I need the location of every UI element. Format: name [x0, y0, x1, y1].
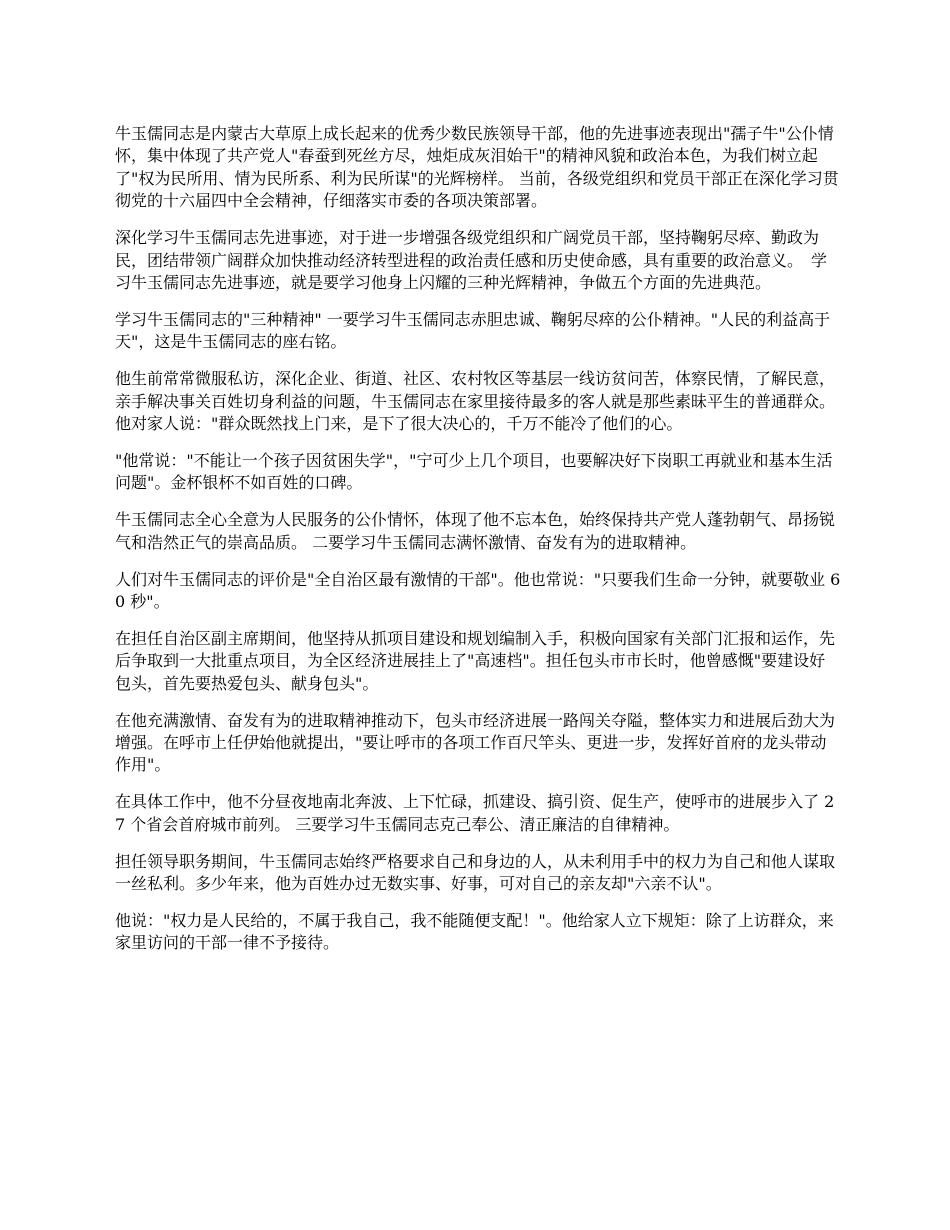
paragraph-3: 学习牛玉儒同志的"三种精神" 一要学习牛玉儒同志赤胆忠诚、鞠躬尽瘁的公仆精神。"人民的利益高于天"，这是牛玉儒同志的座右铭。: [115, 309, 831, 352]
paragraph-2: 深化学习牛玉儒同志先进事迹，对于进一步增强各级党组织和广阔党员干部，坚持鞠躬尽瘁、勤政为民，团结带领广阔群众加快推动经济转型进程的政治责任感和历史使命感，具有重要的政治意义。 学习牛玉儒同志先进事迹，就是要学习他身上闪耀的三种光辉精神，争做五个方面的先进典范。: [115, 228, 828, 292]
paragraph-9: 在他充满激情、奋发有为的进取精神推动下，包头市经济进展一路闯关夺隘，整体实力和进展后劲大为增强。在呼市上任伊始他就提出，"要让呼市的各项工作百尺竿头、更进一步，发挥好首府的龙头带动作用"。: [115, 710, 836, 775]
paragraph-11: 担任领导职务期间，牛玉儒同志始终严格要求自己和身边的人，从未利用手中的权力为自己和他人谋取一丝私利。多少年来，他为百姓办过无数实事、好事，可对自己的亲友却"六亲不认"。: [115, 851, 836, 893]
paragraph-1: 牛玉儒同志是内蒙古大草原上成长起来的优秀少数民族领导干部，他的先进事迹表现出"孺子牛"公仆情怀，集中体现了共产党人"春蚕到死丝方尽，烛炬成灰泪始干"的精神风貌和政治本色，为我们树立起了"权为民所用、情为民所系、利为民所谋"的光辉榜样。 当前，各级党组织和党员干部正在深化学习贯彻党的十六届四中全会精神，仔细落实市委的各项决策部署。: [115, 124, 839, 211]
paragraph-6: 牛玉儒同志全心全意为人民服务的公仆情怀，体现了他不忘本色，始终保持共产党人蓬勃朝气、昂扬锐气和浩然正气的崇高品质。 二要学习牛玉儒同志满怀激情、奋发有为的进取精神。: [115, 510, 836, 552]
paragraph-4: 他生前常常微服私访，深化企业、街道、社区、农村牧区等基层一线访贫问苦，体察民情，了解民意，亲手解决事关百姓切身利益的问题，牛玉儒同志在家里接待最多的客人就是那些素昧平生的普通群众。他对家人说："群众既然找上门来，是下了很大决心的，千万不能冷了他们的心。: [115, 369, 836, 433]
document-body: [115, 123, 841, 969]
paragraph-12: 他说："权力是人民给的，不属于我自己，我不能随便支配！"。他给家人立下规矩：除了上访群众，来家里访问的干部一律不予接待。: [115, 910, 834, 953]
paragraph-10: 在具体工作中，他不分昼夜地南北奔波、上下忙碌，抓建设、搞引资、促生产，使呼市的进展步入了 27 个省会首府城市前列。 三要学习牛玉儒同志克己奉公、清正廉洁的自律精神。: [115, 792, 835, 834]
paragraph-8: 在担任自治区副主席期间，他坚持从抓项目建设和规划编制入手，积极向国家有关部门汇报和运作，先后争取到一大批重点项目，为全区经济进展挂上了"高速档"。担任包头市市长时，他曾感慨"要建设好包头，首先要热爱包头、献身包头"。: [115, 628, 836, 693]
paragraph-5: "他常说："不能让一个孩子因贫困失学"，"宁可少上几个项目，也要解决好下岗职工再就业和基本生活问题"。金杯银杯不如百姓的口碑。: [115, 450, 833, 493]
paragraph-7: 人们对牛玉儒同志的评价是"全自治区最有激情的干部"。他也常说："只要我们生命一分钟，就要敬业 60 秒"。: [115, 569, 841, 611]
